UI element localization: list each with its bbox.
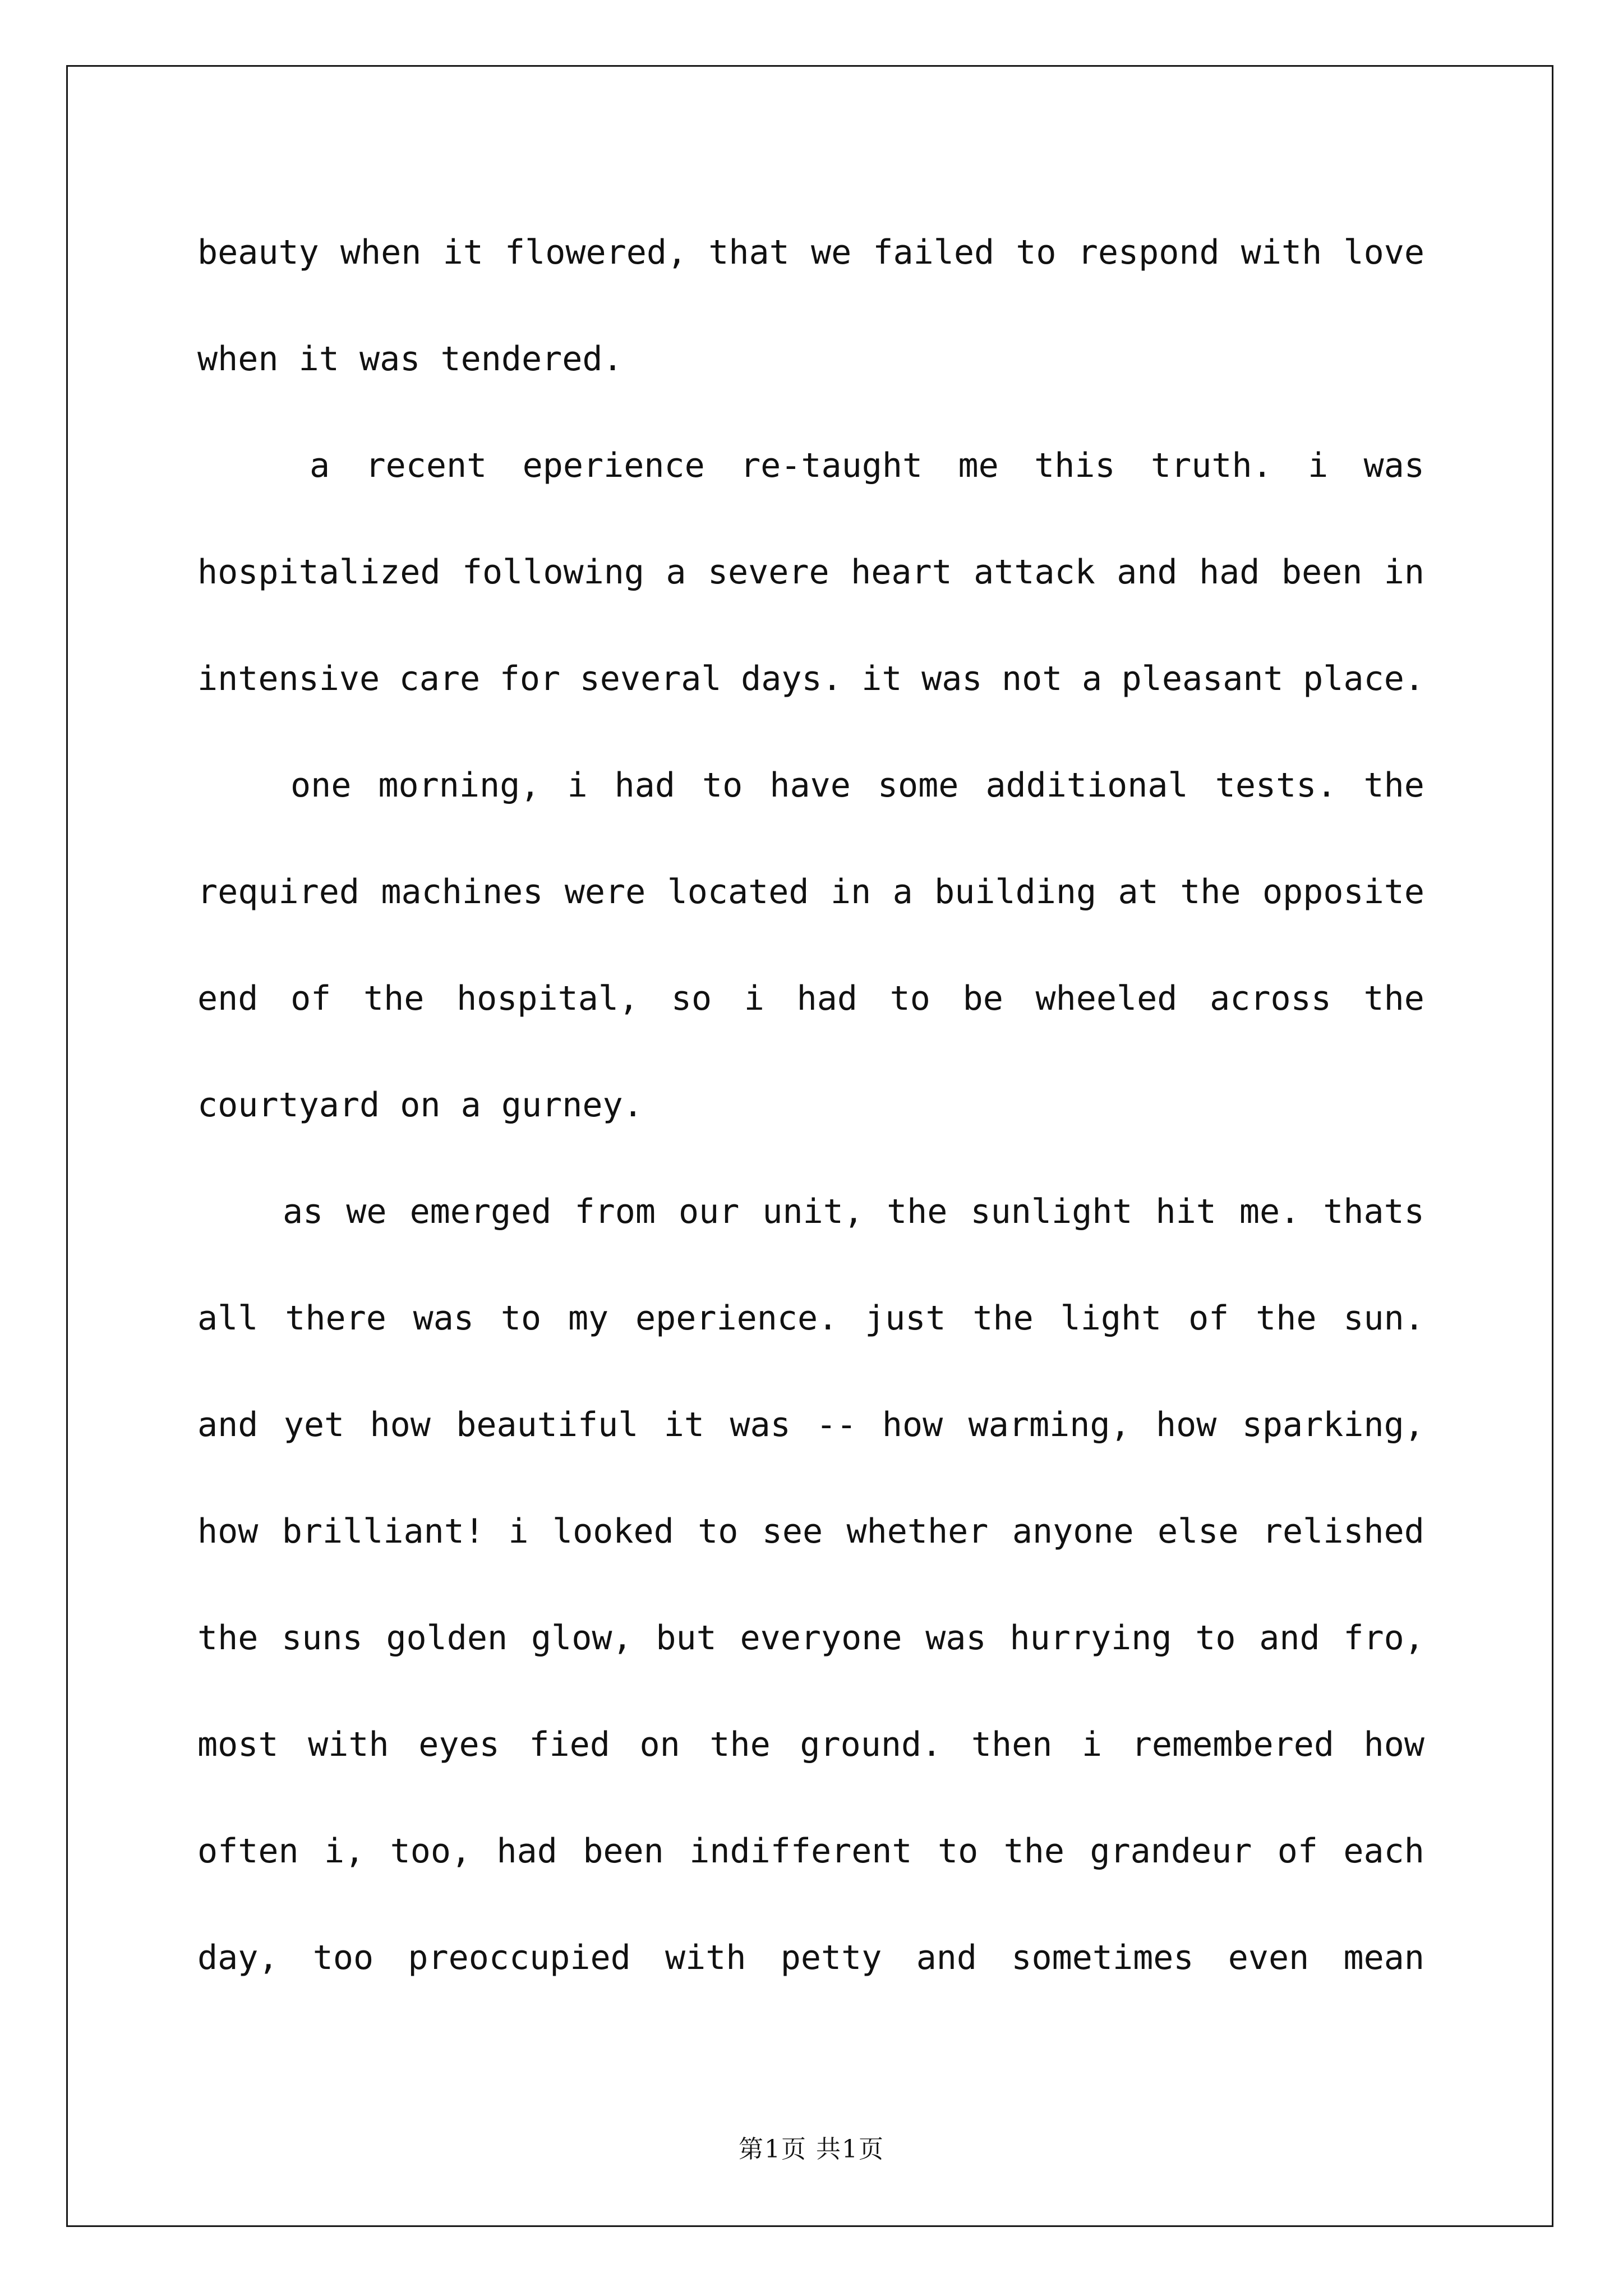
word: the bbox=[1363, 766, 1424, 805]
word: fro, bbox=[1343, 1618, 1424, 1658]
word: how bbox=[197, 1512, 259, 1551]
page-footer bbox=[0, 2129, 1623, 2165]
word: the bbox=[1363, 979, 1424, 1018]
word: place. bbox=[1303, 659, 1424, 698]
word: the bbox=[1256, 1299, 1317, 1338]
word: indifferent bbox=[689, 1832, 912, 1871]
word: suns bbox=[282, 1618, 363, 1658]
word: too, bbox=[390, 1832, 472, 1871]
word: be bbox=[962, 979, 1003, 1018]
text-line bbox=[197, 839, 1424, 945]
word: respond bbox=[1077, 233, 1220, 272]
word: had bbox=[796, 979, 857, 1018]
word: a bbox=[892, 872, 913, 912]
word: with bbox=[665, 1938, 746, 1977]
word: love bbox=[1343, 233, 1424, 272]
word: to bbox=[702, 766, 743, 805]
word: hurrying bbox=[1009, 1618, 1172, 1658]
word: then bbox=[971, 1725, 1053, 1764]
word: unit, bbox=[762, 1192, 864, 1231]
word: hospital, bbox=[457, 979, 639, 1018]
text-line bbox=[197, 199, 1424, 306]
page-number-label: 第1页 共1页 bbox=[739, 2135, 884, 2164]
word: brilliant! bbox=[282, 1512, 485, 1551]
word: of bbox=[1188, 1299, 1229, 1338]
word: severe bbox=[707, 553, 829, 592]
word: located bbox=[667, 872, 809, 912]
word: we bbox=[810, 233, 852, 272]
word: everyone bbox=[740, 1618, 902, 1658]
word: too bbox=[312, 1938, 374, 1977]
word: recent bbox=[365, 446, 487, 485]
word: to bbox=[889, 979, 930, 1018]
word: ground. bbox=[800, 1725, 942, 1764]
word: had bbox=[496, 1832, 557, 1871]
text-line bbox=[197, 1158, 1424, 1265]
word: mean bbox=[1343, 1938, 1424, 1977]
word: fied bbox=[529, 1725, 610, 1764]
word: remembered bbox=[1131, 1725, 1334, 1764]
word: at bbox=[1118, 872, 1159, 912]
word: sparking, bbox=[1242, 1405, 1424, 1444]
word: i bbox=[1308, 446, 1329, 485]
word: to bbox=[698, 1512, 739, 1551]
word: a bbox=[1081, 659, 1103, 698]
word: end bbox=[197, 979, 259, 1018]
word: was bbox=[925, 1618, 986, 1658]
word: the bbox=[197, 1618, 259, 1658]
word: on bbox=[639, 1725, 680, 1764]
word: me bbox=[958, 446, 999, 485]
word: and bbox=[916, 1938, 978, 1977]
text-line bbox=[197, 625, 1424, 732]
word: a bbox=[310, 446, 330, 485]
word: to bbox=[1195, 1618, 1236, 1658]
word: i, bbox=[324, 1832, 365, 1871]
word: flowered, bbox=[505, 233, 688, 272]
word: how bbox=[882, 1405, 943, 1444]
word: i bbox=[1082, 1725, 1103, 1764]
word: eperience. bbox=[635, 1299, 838, 1338]
word: light bbox=[1060, 1299, 1162, 1338]
word: attack bbox=[974, 553, 1095, 592]
word: glow, bbox=[531, 1618, 633, 1658]
word: across bbox=[1210, 979, 1331, 1018]
word: opposite bbox=[1262, 872, 1424, 912]
word: and bbox=[197, 1405, 259, 1444]
text-line bbox=[197, 945, 1424, 1052]
word: i bbox=[508, 1512, 529, 1551]
word: our bbox=[679, 1192, 740, 1231]
word: day, bbox=[197, 1938, 279, 1977]
word: it bbox=[861, 659, 902, 698]
word: with bbox=[308, 1725, 389, 1764]
text-line bbox=[197, 412, 1424, 519]
word: the bbox=[709, 1725, 771, 1764]
word: each bbox=[1343, 1832, 1424, 1871]
word: looked bbox=[552, 1512, 674, 1551]
text-line bbox=[197, 1265, 1424, 1372]
word: had bbox=[1199, 553, 1260, 592]
word: to bbox=[937, 1832, 979, 1871]
word: building bbox=[934, 872, 1097, 912]
word: were bbox=[564, 872, 646, 912]
word: was bbox=[413, 1299, 474, 1338]
word: for bbox=[499, 659, 561, 698]
word: failed bbox=[873, 233, 995, 272]
word: how bbox=[370, 1405, 431, 1444]
word: sun. bbox=[1343, 1299, 1424, 1338]
word: this bbox=[1034, 446, 1115, 485]
word: and bbox=[1259, 1618, 1320, 1658]
word: pleasant bbox=[1121, 659, 1284, 698]
word: golden bbox=[386, 1618, 508, 1658]
word: relished bbox=[1262, 1512, 1424, 1551]
word: was bbox=[1363, 446, 1424, 485]
word: of bbox=[291, 979, 331, 1018]
word: there bbox=[285, 1299, 386, 1338]
text-line bbox=[197, 732, 1424, 839]
word: often bbox=[197, 1832, 299, 1871]
text-line bbox=[197, 1478, 1424, 1585]
word: grandeur bbox=[1090, 1832, 1252, 1871]
word: tests. bbox=[1215, 766, 1337, 805]
word: re-taught bbox=[740, 446, 923, 485]
word: beautiful bbox=[456, 1405, 639, 1444]
word: machines bbox=[381, 872, 543, 912]
word: preoccupied bbox=[408, 1938, 631, 1977]
word: when bbox=[340, 233, 422, 272]
word: of bbox=[1277, 1832, 1318, 1871]
word: as bbox=[283, 1192, 324, 1231]
word: a bbox=[666, 553, 686, 592]
word: eyes bbox=[418, 1725, 500, 1764]
text-line bbox=[197, 1372, 1424, 1478]
word: eperience bbox=[522, 446, 705, 485]
word: hospitalized bbox=[197, 553, 441, 592]
word: truth. bbox=[1151, 446, 1272, 485]
word: we bbox=[346, 1192, 387, 1231]
word: to bbox=[1016, 233, 1057, 272]
word: my bbox=[568, 1299, 609, 1338]
word: have bbox=[769, 766, 851, 805]
word: thats bbox=[1323, 1192, 1424, 1231]
word: wheeled bbox=[1035, 979, 1178, 1018]
text-line bbox=[197, 1904, 1424, 2011]
word: i bbox=[744, 979, 764, 1018]
word: heart bbox=[851, 553, 952, 592]
word: and bbox=[1117, 553, 1178, 592]
word: how bbox=[1363, 1725, 1424, 1764]
word: sunlight bbox=[970, 1192, 1133, 1231]
word: anyone bbox=[1012, 1512, 1134, 1551]
text-line bbox=[197, 1798, 1424, 1904]
word: the bbox=[887, 1192, 948, 1231]
word: it bbox=[442, 233, 483, 272]
word: was bbox=[921, 659, 983, 698]
word: all bbox=[197, 1299, 259, 1338]
word: but bbox=[656, 1618, 717, 1658]
word: so bbox=[671, 979, 712, 1018]
word: was bbox=[730, 1405, 791, 1444]
word: sometimes bbox=[1011, 1938, 1194, 1977]
word: the bbox=[1003, 1832, 1064, 1871]
word: in bbox=[830, 872, 872, 912]
word: yet bbox=[283, 1405, 345, 1444]
word: been bbox=[1281, 553, 1363, 592]
word: petty bbox=[780, 1938, 882, 1977]
word: not bbox=[1002, 659, 1063, 698]
word: been bbox=[583, 1832, 664, 1871]
word: just bbox=[865, 1299, 946, 1338]
word: several bbox=[579, 659, 722, 698]
text-line: courtyard on a gurney. bbox=[197, 1085, 643, 1125]
word: following bbox=[462, 553, 644, 592]
word: even bbox=[1228, 1938, 1310, 1977]
word: whether bbox=[846, 1512, 989, 1551]
word: warming, bbox=[968, 1405, 1131, 1444]
word: additional bbox=[985, 766, 1188, 805]
word: -- bbox=[816, 1405, 857, 1444]
text-line bbox=[197, 519, 1424, 625]
word: care bbox=[399, 659, 481, 698]
word: how bbox=[1155, 1405, 1217, 1444]
word: most bbox=[197, 1725, 279, 1764]
word: the bbox=[363, 979, 425, 1018]
word: with bbox=[1241, 233, 1322, 272]
word: morning, bbox=[378, 766, 541, 805]
text-line bbox=[197, 1585, 1424, 1691]
word: had bbox=[614, 766, 675, 805]
word: the bbox=[1180, 872, 1241, 912]
document-body bbox=[197, 199, 1424, 2011]
word: from bbox=[574, 1192, 656, 1231]
word: else bbox=[1157, 1512, 1239, 1551]
word: to bbox=[500, 1299, 542, 1338]
word: it bbox=[663, 1405, 705, 1444]
text-line bbox=[197, 1691, 1424, 1798]
word: i bbox=[567, 766, 588, 805]
word: required bbox=[197, 872, 359, 912]
word: beauty bbox=[197, 233, 319, 272]
word: days. bbox=[741, 659, 842, 698]
word: hit bbox=[1155, 1192, 1216, 1231]
word: some bbox=[877, 766, 959, 805]
word: the bbox=[972, 1299, 1034, 1338]
word: intensive bbox=[197, 659, 380, 698]
word: that bbox=[708, 233, 790, 272]
word: emerged bbox=[409, 1192, 552, 1231]
word: see bbox=[762, 1512, 823, 1551]
word: me. bbox=[1239, 1192, 1301, 1231]
word: in bbox=[1384, 553, 1424, 592]
word: one bbox=[291, 766, 352, 805]
text-line: when it was tendered. bbox=[197, 339, 623, 379]
